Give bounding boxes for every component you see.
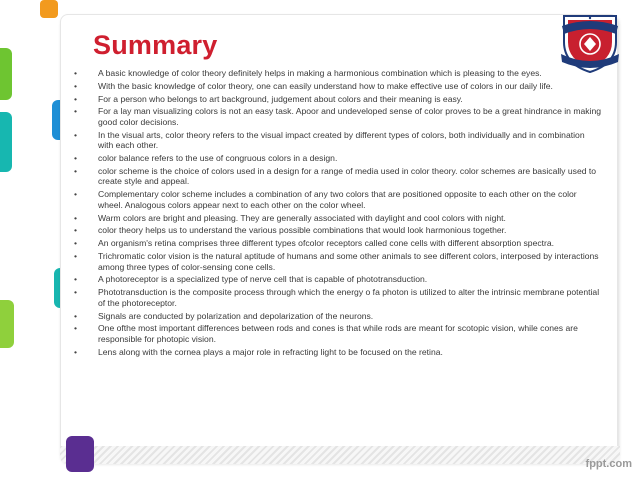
slide-title: Summary bbox=[93, 30, 218, 60]
bullet-text: Warm colors are bright and pleasing. They are generally associated with daylight and cool colors with night. bbox=[98, 212, 506, 223]
bullet-dot-icon: • bbox=[74, 129, 78, 140]
bullet-text: A photoreceptor is a specialized type of nerve cell that is capable of phototransduction. bbox=[98, 274, 428, 285]
bullet-text: color theory helps us to understand the various possible combinations that would look harmonious together. bbox=[98, 225, 507, 236]
bullet-item bbox=[74, 130, 602, 151]
bullet-list bbox=[74, 68, 602, 359]
bullet-item bbox=[74, 347, 602, 358]
bullet-dot-icon: • bbox=[74, 238, 78, 249]
bullet-item bbox=[74, 81, 602, 92]
bullet-item bbox=[74, 166, 602, 187]
bullet-dot-icon: • bbox=[74, 225, 78, 236]
bullet-item bbox=[74, 189, 602, 210]
bullet-item bbox=[74, 323, 602, 344]
bullet-dot-icon: • bbox=[74, 287, 78, 298]
card-bottom-stripe bbox=[60, 446, 620, 464]
bullet-text: Signals are conducted by polarization and depolarization of the neurons. bbox=[98, 310, 374, 321]
bullet-text: With the basic knowledge of color theory, one can easily understand how to make effective use of colors in our daily life. bbox=[98, 80, 553, 91]
bullet-dot-icon: • bbox=[74, 250, 78, 261]
bullet-text: Phototransduction is the composite process through which the energy o fa photon is utilized to alter the intrinsic membrane potential of the photoreceptor. bbox=[98, 287, 600, 308]
bullet-text: For a lay man visualizing colors is not an easy task. Apoor and undeveloped sense of color proves to be a great hindrance in making good color decisions. bbox=[98, 106, 602, 127]
bullet-text: A basic knowledge of color theory definitely helps in making a harmonious combination which is pleasing to the eyes. bbox=[98, 68, 542, 78]
bullet-item bbox=[74, 274, 602, 285]
bullet-dot-icon: • bbox=[74, 153, 78, 164]
bullet-dot-icon: • bbox=[74, 165, 78, 176]
bullet-dot-icon: • bbox=[74, 323, 78, 334]
bullet-dot-icon: • bbox=[74, 346, 78, 357]
bullet-text: Lens along with the cornea plays a major role in refracting light to be focused on the retina. bbox=[98, 346, 443, 357]
bullet-item bbox=[74, 311, 602, 322]
bullet-text: One ofthe most important differences between rods and cones is that while rods are meant for scotopic vision, while cones are responsible for photopic vision. bbox=[98, 323, 578, 344]
bullet-item bbox=[74, 287, 602, 308]
bullet-dot-icon: • bbox=[74, 80, 78, 91]
bullet-item bbox=[74, 153, 602, 164]
college-seal-icon bbox=[558, 12, 622, 74]
bullet-item bbox=[74, 106, 602, 127]
bullet-item bbox=[74, 94, 602, 105]
bullet-item bbox=[74, 225, 602, 236]
bullet-item bbox=[74, 238, 602, 249]
bullet-dot-icon: • bbox=[74, 274, 78, 285]
decor-tile-orange bbox=[40, 0, 58, 18]
bullet-text: For a person who belongs to art background, judgement about colors and their meaning is easy. bbox=[98, 93, 463, 104]
bullet-dot-icon: • bbox=[74, 106, 78, 117]
bullet-dot-icon: • bbox=[74, 310, 78, 321]
bullet-text: color scheme is the choice of colors used in a design for a range of media used in color theory. color schemes are basically used to create style and appeal. bbox=[98, 165, 597, 187]
decor-tile-purple bbox=[66, 436, 94, 472]
bullet-dot-icon: • bbox=[74, 212, 78, 223]
bullet-item bbox=[74, 251, 602, 272]
bullet-dot-icon: • bbox=[74, 68, 78, 78]
bullet-text: An organism's retina comprises three different types ofcolor receptors called cone cells with different absorption spectra. bbox=[98, 238, 555, 249]
bullet-text: In the visual arts, color theory refers to the visual impact created by different types of colors, both individually and in combination with each other. bbox=[98, 129, 585, 151]
bullet-text: color balance refers to the use of congruous colors in a design. bbox=[98, 153, 338, 164]
bullet-item bbox=[74, 68, 602, 79]
decor-tile-lime bbox=[0, 300, 14, 348]
bullet-text: Trichromatic color vision is the natural aptitude of humans and some other animals to see different colors, interposed by interactions among three types of color-sensing cone cells. bbox=[98, 250, 599, 272]
bullet-dot-icon: • bbox=[74, 93, 78, 104]
decor-tile-teal bbox=[0, 112, 12, 172]
bullet-dot-icon: • bbox=[74, 189, 78, 200]
decor-tile-green bbox=[0, 48, 12, 100]
footer-brand: fppt.com bbox=[585, 458, 632, 470]
bullet-text: Complementary color scheme includes a combination of any two colors that are positioned opposite to each other on the color wheel. Analogous colors appear next to each other on the color wheel. bbox=[98, 189, 577, 210]
bullet-item bbox=[74, 213, 602, 224]
